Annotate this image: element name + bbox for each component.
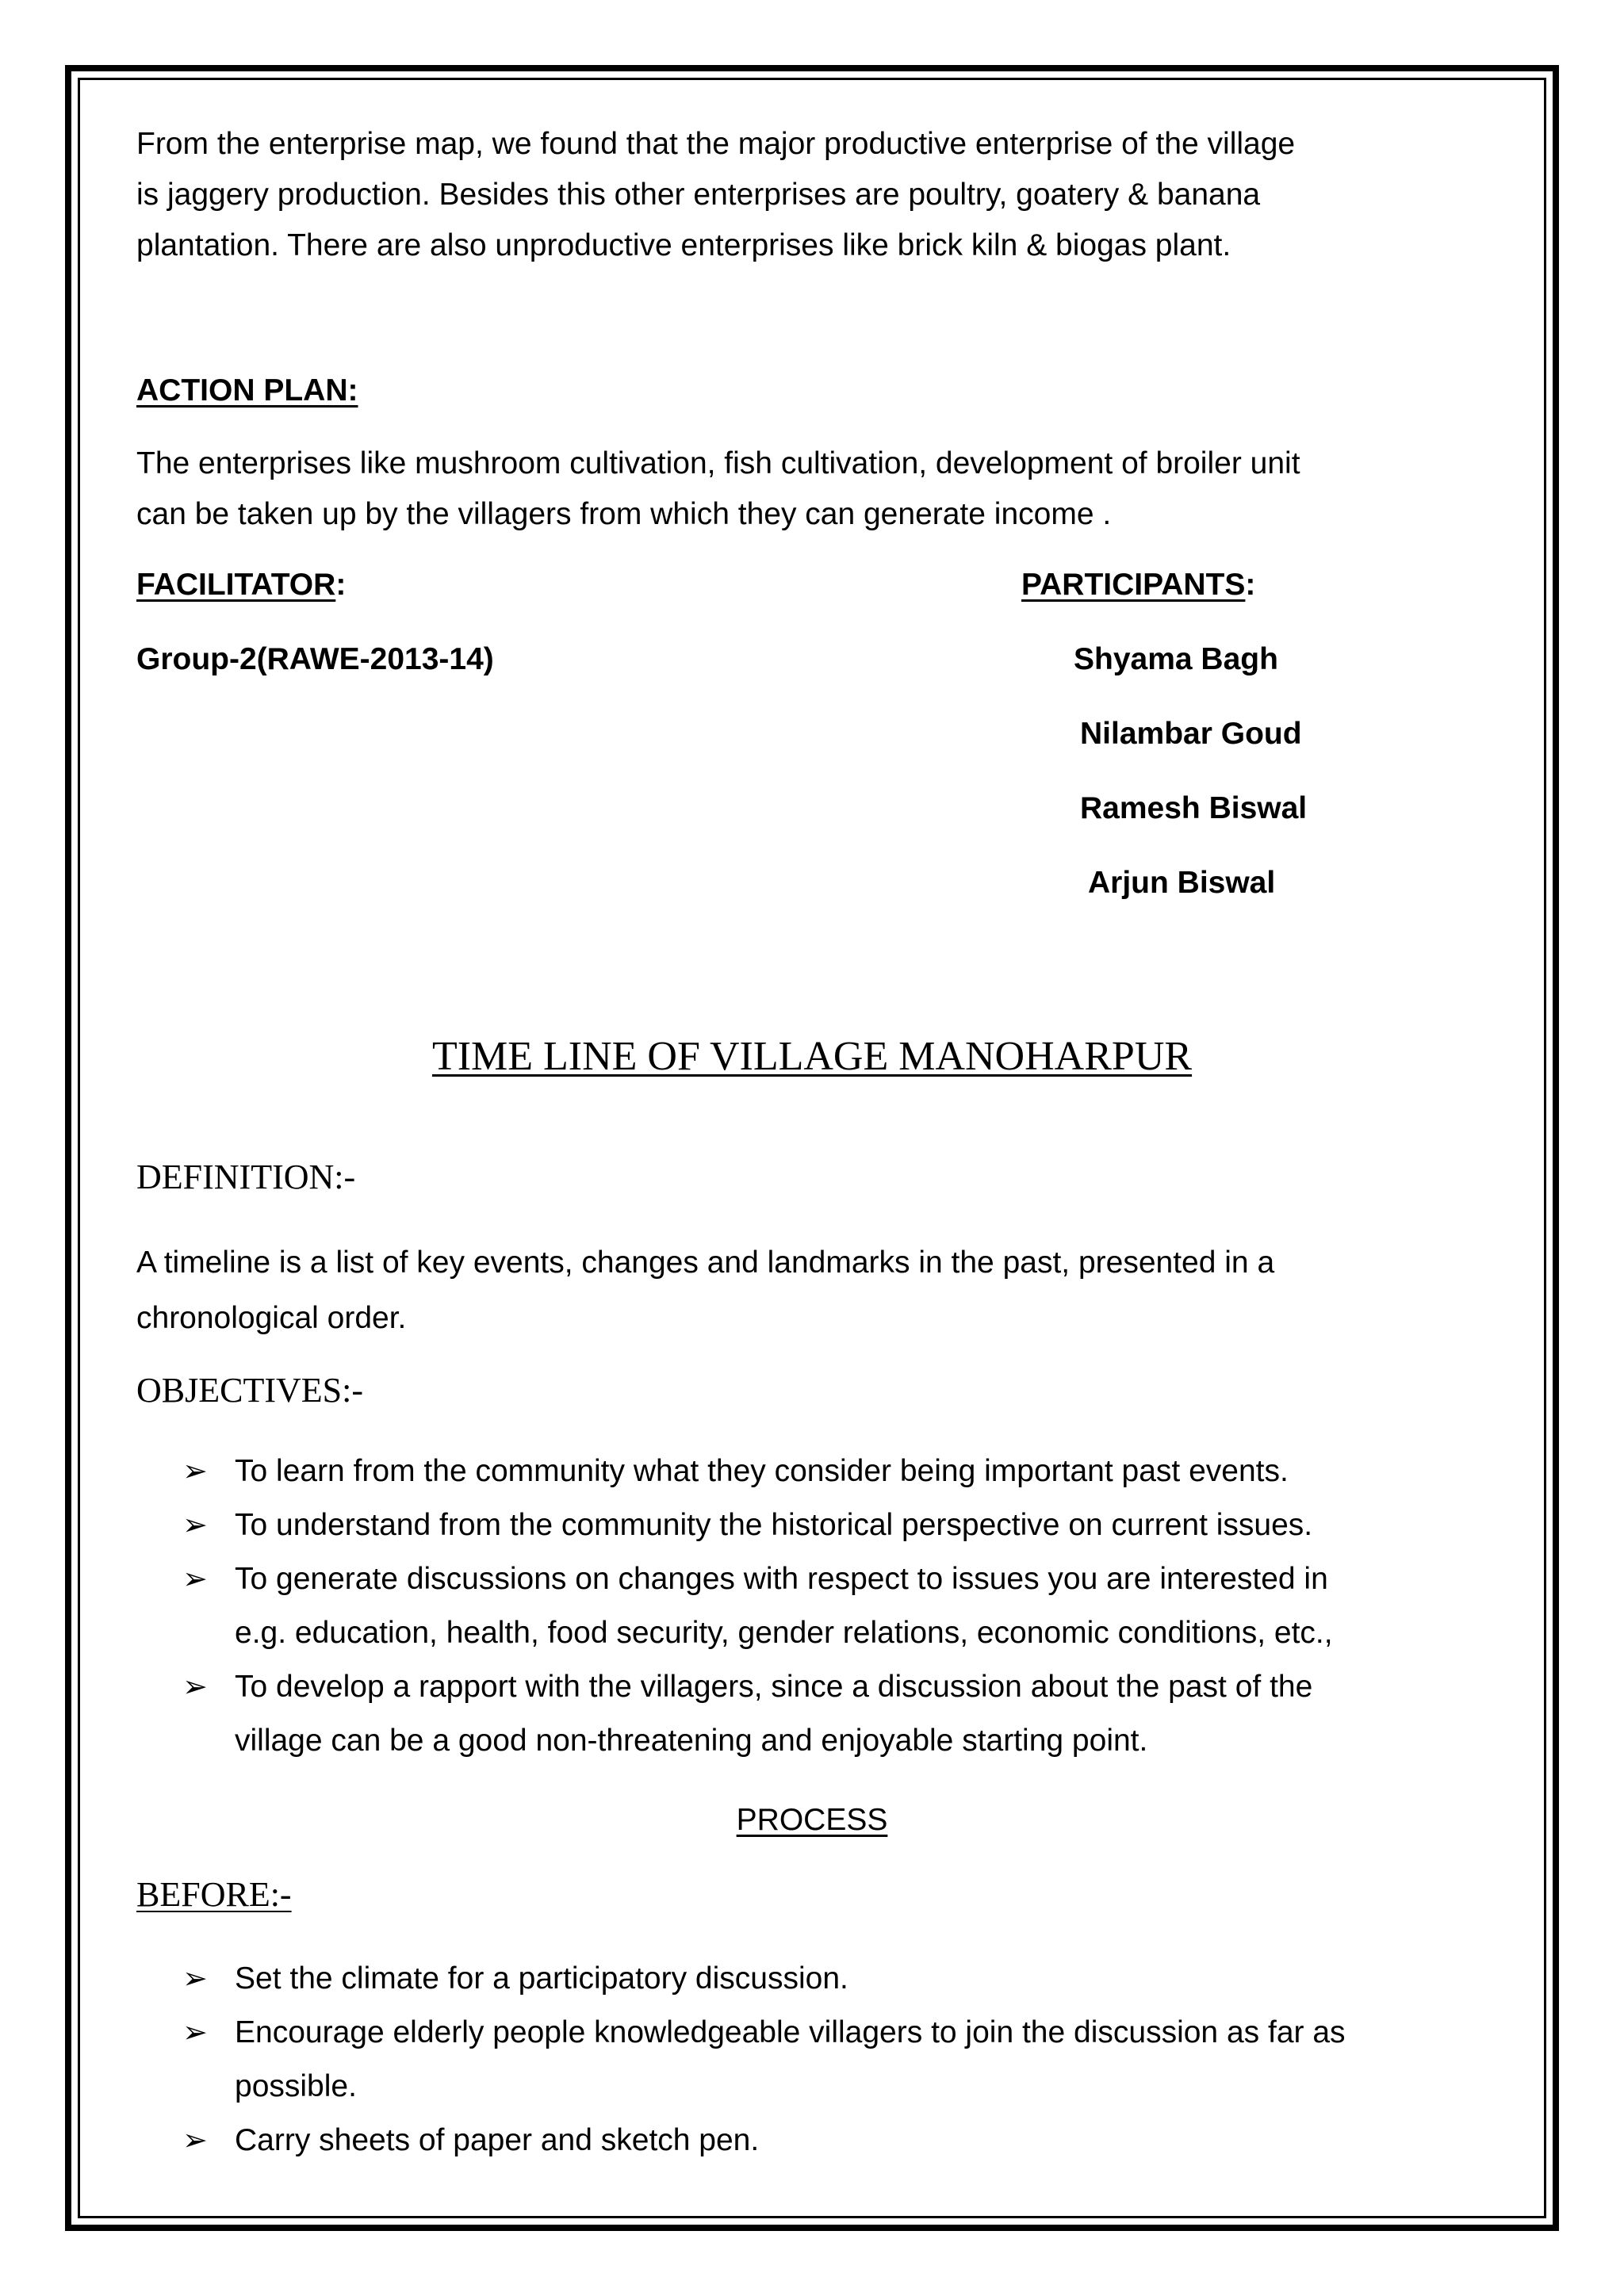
action-plan-line: The enterprises like mushroom cultivation, fish cultivation, development of broiler unit (136, 446, 1300, 480)
objectives-heading: OBJECTIVES:- (136, 1371, 363, 1410)
list-item-text: village can be a good non-threatening and enjoyable starting point. (235, 1724, 1148, 1758)
intro-line: is jaggery production. Besides this other enterprises are poultry, goatery & banana (136, 178, 1261, 212)
arrow-bullet-icon: ➢ (182, 1455, 208, 1488)
list-item-text: To generate discussions on changes with respect to issues you are interested in (235, 1562, 1328, 1596)
list-item (182, 1498, 1491, 1552)
arrow-bullet-icon: ➢ (182, 1563, 208, 1596)
list-item-text: e.g. education, health, food security, gender relations, economic conditions, etc., (235, 1616, 1333, 1650)
arrow-bullet-icon: ➢ (182, 1962, 208, 1996)
intro-line: plantation. There are also unproductive enterprises like brick kiln & biogas plant. (136, 228, 1231, 262)
action-plan-line: can be taken up by the villagers from which they can generate income . (136, 497, 1112, 531)
list-item-text: Encourage elderly people knowledgeable villagers to join the discussion as far as (235, 2015, 1346, 2049)
facilitator-colon: : (335, 568, 347, 602)
list-item-text: To understand from the community the historical perspective on current issues. (235, 1508, 1313, 1542)
arrow-bullet-icon: ➢ (182, 1670, 208, 1704)
list-item (182, 1552, 1491, 1660)
facilitator-name: Group-2(RAWE-2013-14) (136, 642, 494, 676)
facilitator-label: FACILITATOR (136, 568, 336, 602)
facilitator-heading (136, 560, 346, 610)
objectives-list (182, 1445, 1491, 1768)
list-item-text: To learn from the community what they consider being important past events. (235, 1454, 1289, 1488)
before-list (182, 1952, 1491, 2168)
participant-name: Arjun Biswal (1088, 866, 1276, 900)
intro-line: From the enterprise map, we found that the major productive enterprise of the village (136, 127, 1296, 161)
intro-paragraph (136, 119, 1500, 271)
participant-name: Ramesh Biswal (1080, 791, 1308, 825)
participant-name: Shyama Bagh (1074, 642, 1278, 676)
definition-paragraph (136, 1235, 1500, 1346)
arrow-bullet-icon: ➢ (182, 2016, 208, 2049)
definition-line: chronological order. (136, 1301, 407, 1335)
list-item (182, 1445, 1491, 1498)
before-heading: BEFORE:- (136, 1875, 292, 1914)
process-heading: PROCESS (736, 1803, 888, 1837)
list-item-text: To develop a rapport with the villagers, since a discussion about the past of the (235, 1670, 1313, 1704)
arrow-bullet-icon: ➢ (182, 2124, 208, 2157)
list-item (182, 2114, 1491, 2168)
arrow-bullet-icon: ➢ (182, 1509, 208, 1542)
list-item (182, 1660, 1491, 1768)
list-item-text: Carry sheets of paper and sketch pen. (235, 2123, 760, 2157)
participants-label: PARTICIPANTS (1021, 568, 1246, 602)
participants-heading (1021, 560, 1255, 610)
list-item-text: Set the climate for a participatory discussion. (235, 1961, 848, 1996)
action-plan-heading: ACTION PLAN: (136, 373, 358, 408)
definition-heading: DEFINITION:- (136, 1158, 356, 1196)
list-item-text: possible. (235, 2069, 357, 2103)
participant-name: Nilambar Goud (1080, 717, 1302, 751)
list-item (182, 1952, 1491, 2006)
participants-colon: : (1245, 568, 1256, 602)
action-plan-paragraph (136, 438, 1500, 540)
timeline-title: TIME LINE OF VILLAGE MANOHARPUR (431, 1034, 1193, 1079)
list-item (182, 2006, 1491, 2114)
definition-line: A timeline is a list of key events, changes and landmarks in the past, presented in a (136, 1246, 1275, 1280)
